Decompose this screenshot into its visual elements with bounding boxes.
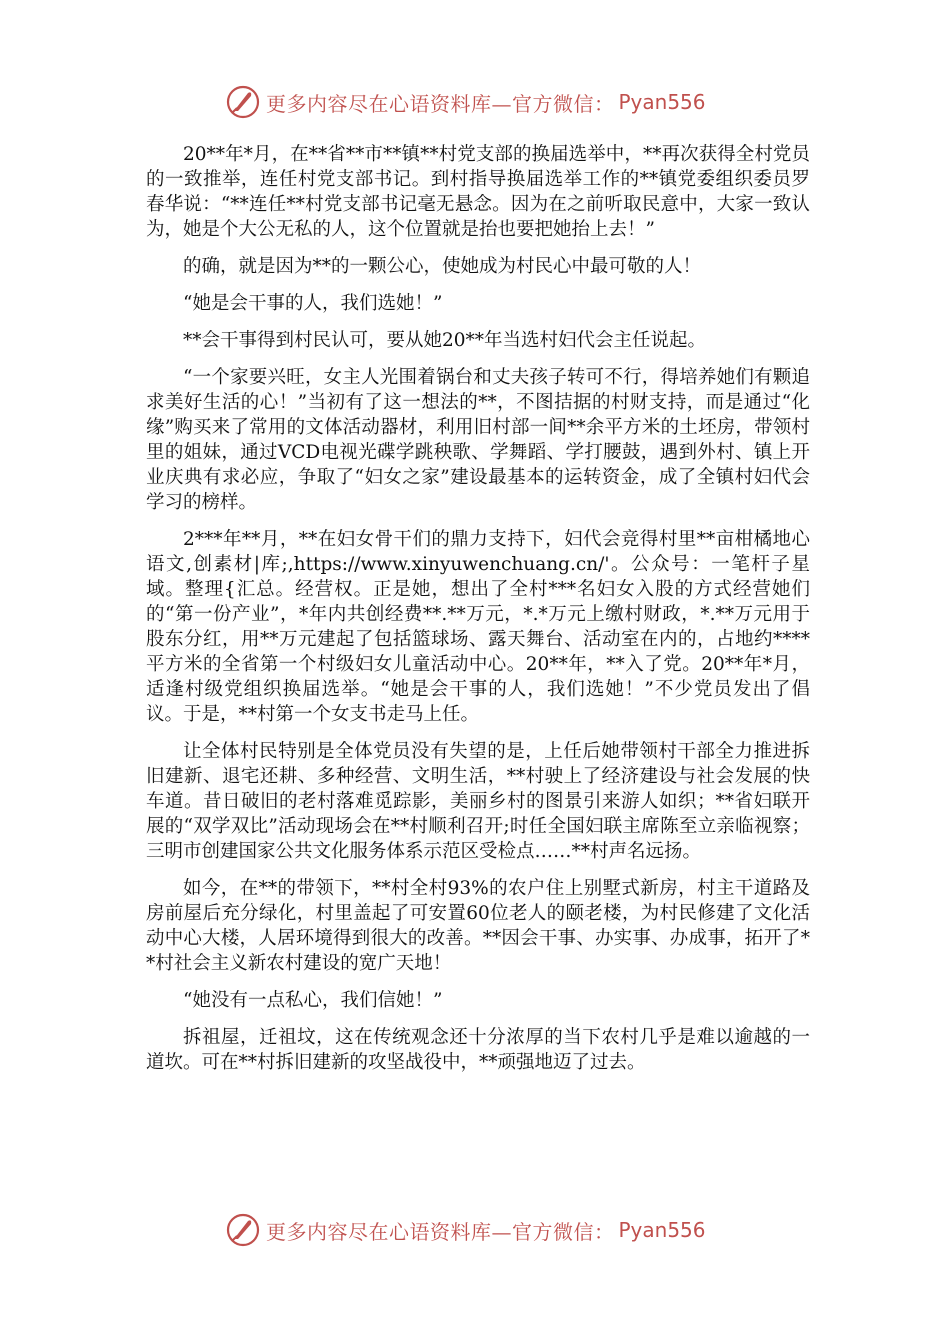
paragraph: “她是会干事的人，我们选她！” bbox=[183, 293, 443, 314]
paragraph: “一个家要兴旺，女主人光围着锅台和丈夫孩子转可不行，得培养她们有颗追求美好生活的心！”当初有了这一想法的**，不图拮据的村财支持，而是通过“化缘”购买来了常用的文体活动器材，利用旧村部一间**余平方米的土坯房，带领村里的姐妹，通过VCD电视光碟学跳秧歌、学舞蹈、学打腰鼓，遇到外村、镇上开业庆典有求必应，争取了“妇女之家”建设最基本的运转资金，成了全镇村妇代会学习的榜样。 bbox=[146, 367, 810, 513]
header-banner bbox=[226, 84, 726, 120]
banner-text: 更多内容尽在心语资料库—官方微信： bbox=[266, 1219, 615, 1244]
footer-banner bbox=[226, 1212, 726, 1248]
quill-logo-icon bbox=[226, 85, 260, 119]
banner-wechat-handle: Pyan556 bbox=[618, 1218, 706, 1242]
paragraph: 20**年*月，在**省**市**镇**村党支部的换届选举中，**再次获得全村党员的一致推举，连任村党支部书记。到村指导换届选举工作的**镇党委组织委员罗春华说：“**连任**村党支部书记毫无悬念。因为在之前听取民意中，大家一致认为，她是个大公无私的人，这个位置就是抬也要把她抬上去！” bbox=[146, 144, 810, 240]
paragraph: “她没有一点私心，我们信她！” bbox=[183, 990, 443, 1011]
paragraph: 拆祖屋，迁祖坟，这在传统观念还十分浓厚的当下农村几乎是难以逾越的一道坎。可在**村拆旧建新的攻坚战役中，**顽强地迈了过去。 bbox=[146, 1027, 810, 1073]
banner-wechat-handle: Pyan556 bbox=[618, 90, 706, 114]
article-body bbox=[146, 142, 810, 1087]
paragraph: 让全体村民特别是全体党员没有失望的是，上任后她带领村干部全力推进拆旧建新、退宅还耕、多种经营、文明生活，**村驶上了经济建设与社会发展的快车道。昔日破旧的老村落难觅踪影，美丽乡村的图景引来游人如织；**省妇联开展的“双学双比”活动现场会在**村顺利召开;时任全国妇联主席陈至立亲临视察；三明市创建国家公共文化服务体系示范区受检点……**村声名远扬。 bbox=[146, 741, 810, 862]
paragraph: **会干事得到村民认可，要从她20**年当选村妇代会主任说起。 bbox=[183, 330, 707, 351]
paragraph: 如今，在**的带领下，**村全村93%的农户住上别墅式新房，村主干道路及房前屋后充分绿化，村里盖起了可安置60位老人的颐老楼，为村民修建了文化活动中心大楼，人居环境得到很大的改善。**因会干事、办实事、办成事，拓开了**村社会主义新农村建设的宽广天地！ bbox=[146, 878, 810, 974]
banner-text: 更多内容尽在心语资料库—官方微信： bbox=[266, 91, 615, 116]
paragraph: 的确，就是因为**的一颗公心，使她成为村民心中最可敬的人！ bbox=[183, 256, 702, 277]
paragraph: 2***年**月，**在妇女骨干们的鼎力支持下，妇代会竞得村里**亩柑橘地心语文,创素材|库;,https://www.xinyuwenchuang.cn/'。公众号：一笔杆子星域。整理{汇总。经营权。正是她，想出了全村***名妇女入股的方式经营她们的“第一份产业”，*年内共创经费**.**万元，*.*万元上缴村财政，*.**万元用于股东分红，用**万元建起了包括篮球场、露天舞台、活动室在内的，占地约****平方米的全省第一个村级妇女儿童活动中心。20**年，**入了党。20**年*月，适逢村级党组织换届选举。“她是会干事的人，我们选她！”不少党员发出了倡议。于是，**村第一个女支书走马上任。 bbox=[146, 529, 810, 725]
quill-logo-icon bbox=[226, 1213, 260, 1247]
